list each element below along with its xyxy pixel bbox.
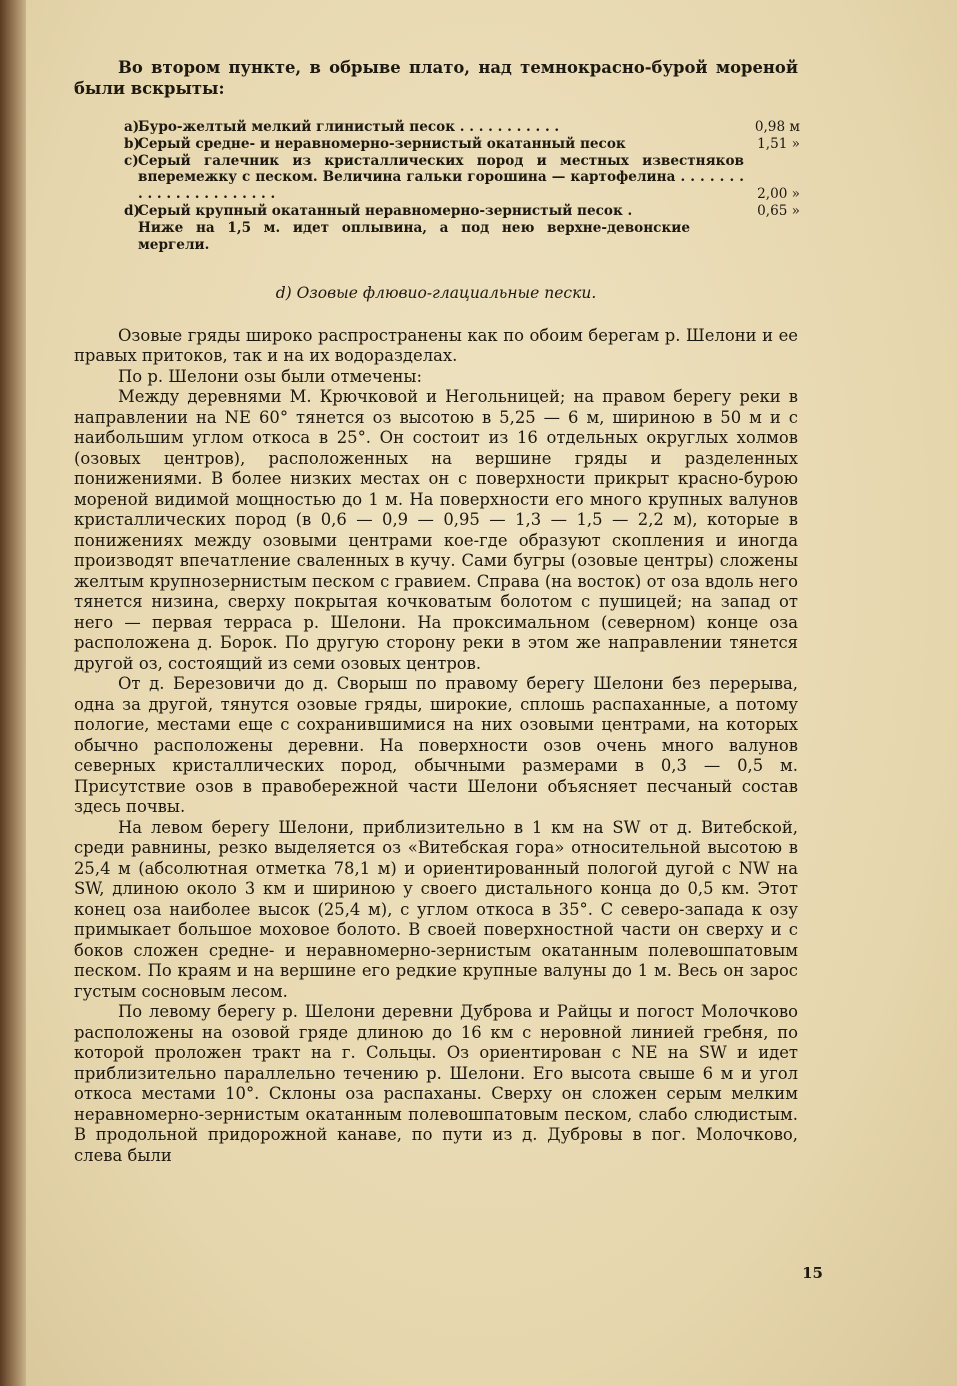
page-number: 15 bbox=[802, 1264, 823, 1282]
page-text bbox=[74, 58, 798, 1166]
paragraph: От д. Березовичи до д. Сворыш по правому берегу Шелони без перерыва, одна за другой, тянутся озовые гряды, широкие, сплошь распаханные, а потому пологие, местами еще с сохранившимися на них озовыми центрами, на которых обычно расположены деревни. На поверхности озов очень много валунов северных кристаллических пород, обычными размерами в 0,3 — 0,5 м. Присутствие озов в правобережной части Шелони объясняет песчаный состав здесь почвы. bbox=[74, 674, 798, 817]
paragraph: По р. Шелони озы были отмечены: bbox=[118, 366, 422, 386]
layer-description: Серый крупный окатанный неравномерно-зернистый песок . bbox=[138, 202, 633, 219]
paragraph: По левому берегу р. Шелони деревни Дуброва и Райцы и погост Молочково расположены на озовой гряде длиною до 16 км с неровной линией гребня, по которой проложен тракт на г. Сольцы. Оз ориентирован с NE на SW и идет приблизительно параллельно течению р. Шелони. Его высота свыше 6 м и угол откоса местами 10°. Склоны оза распаханы. Сверху он сложен серым мелким неравномерно-зернистым окатанным полевошпатовым песком, слабо слюдистым. В продольной придорожной канаве, по пути из д. Дубровы в пог. Молочково, слева были bbox=[74, 1002, 798, 1165]
layer-thickness: 0,98 м bbox=[754, 119, 800, 135]
layer-item bbox=[124, 136, 800, 153]
layer-item bbox=[124, 153, 800, 203]
layer-thickness: 0,65 » bbox=[757, 202, 800, 219]
layer-note: Ниже на 1,5 м. идет оплывина, а под нею верхне-девонские мергели. bbox=[138, 219, 690, 253]
layer-thickness: 1,51 » bbox=[757, 135, 800, 152]
layer-letter: b) bbox=[124, 135, 140, 152]
section-heading: d) Озовые флювио-глациальные пески. bbox=[275, 284, 597, 303]
body-text bbox=[74, 326, 798, 1167]
layer-letter: c) bbox=[124, 152, 139, 169]
layer-item bbox=[124, 203, 800, 220]
layer-letter: d) bbox=[124, 202, 140, 219]
layer-item bbox=[124, 119, 800, 136]
paragraph: На левом берегу Шелони, приблизительно в 1 км на SW от д. Витебской, среди равнины, резко выделяется оз «Витебская гора» относительной высотою в 25,4 м (абсолютная отметка 78,1 м) и ориентированный пологой дугой с NW на SW, длиною около 3 км и шириною у своего дистального конца до 0,5 км. Этот конец оза наиболее высок (25,4 м), с углом откоса в 35°. С северо-запада к озу примыкает большое моховое болото. В своей поверхностной части он сверху и с боков сложен средне- и неравномерно-зернистым окатанным полевошпатовым песком. По краям и на вершине его редкие крупные валуны до 1 м. Весь он зарос густым сосновым лесом. bbox=[74, 817, 798, 1001]
layer-letter: a) bbox=[124, 119, 140, 135]
intro bbox=[74, 58, 798, 99]
intro-paragraph: Во втором пункте, в обрыве плато, над темнокрасно-бурой мореной были вскрыты: bbox=[74, 58, 798, 98]
layer-thickness: 2,00 » bbox=[757, 186, 800, 203]
book-binding-shadow bbox=[0, 0, 26, 1386]
layer-list bbox=[124, 119, 800, 253]
layer-description: Буро-желтый мелкий глинистый песок . . . . . . . . . . . bbox=[138, 119, 560, 135]
layer-description: Серый средне- и неравномерно-зернистый окатанный песок bbox=[138, 135, 626, 152]
layer-description: Серый галечник из кристаллических пород и местных известняков вперемежку с песком. Величина гальки горошина — картофелина . . . . . . . . . . . . . . . . . . . . . . bbox=[138, 152, 744, 203]
paragraph: Озовые гряды широко распространены как по обоим берегам р. Шелони и ее правых притоков, так и на их водоразделах. bbox=[74, 325, 798, 366]
paragraph: Между деревнями М. Крючковой и Негольницей; на правом берегу реки в направлении на NE 60° тянется оз высотою в 5,25 — 6 м, шириною в 50 м и с наибольшим углом откоса в 25°. Он состоит из 16 отдельных округлых холмов (озовых центров), расположенных на вершине гряды и разделенных понижениями. В более низких местах он с поверхности прикрыт красно-бурою мореной видимой мощностью до 1 м. На поверхности его много крупных валунов кристаллических пород (в 0,6 — 0,9 — 0,95 — 1,3 — 1,5 — 2,2 м), которые в понижениях между озовыми центрами кое-где образуют скопления и иногда производят впечатление сваленных в кучу. Сами бугры (озовые центры) сложены желтым крупнозернистым песком с гравием. Справа (на восток) от оза вдоль него тянется низина, сверху покрытая кочковатым болотом с пушицей; на запад от него — первая терраса р. Шелони. На проксимальном (северном) конце оза расположена д. Борок. По другую сторону реки в этом же направлении тянется другой оз, состоящий из семи озовых центров. bbox=[74, 387, 798, 673]
